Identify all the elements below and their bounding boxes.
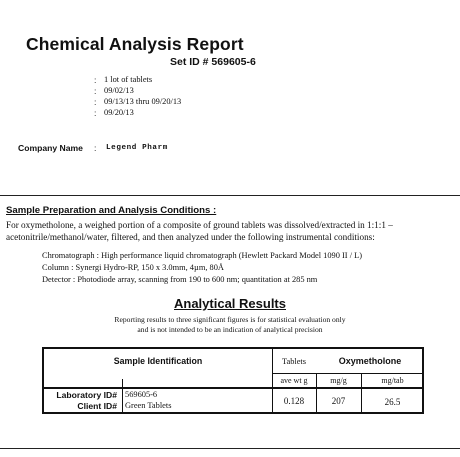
subheader-mg-tab: mg/tab xyxy=(381,376,404,385)
results-table xyxy=(42,347,424,414)
table-divider xyxy=(44,387,424,389)
client-id-label: Client ID# xyxy=(77,401,117,411)
meta-value: 1 lot of tablets xyxy=(104,75,153,84)
header-sample-identification: Sample Identification xyxy=(113,356,203,366)
condition-detector: Detector : Photodiode array, scanning from 190 to 600 nm; quantitation at 285 nm xyxy=(42,275,318,284)
condition-column: Column : Synergi Hydro-RP, 150 x 3.0mm, 4µm, 80Å xyxy=(42,263,224,272)
condition-chromatograph: Chromatograph : High performance liquid chromatograph (Hewlett Packard Model 1090 II / L) xyxy=(42,251,363,260)
section-divider xyxy=(0,195,460,196)
ave-wt-value: 0.128 xyxy=(283,396,305,406)
results-note: and is not intended to be an indication of analytical precision xyxy=(137,325,323,334)
set-id: Set ID # 569605-6 xyxy=(170,56,256,68)
company-name-label: Company Name xyxy=(18,143,83,153)
client-id-value: Green Tablets xyxy=(125,401,172,410)
meta-colon: : xyxy=(94,86,97,96)
report-title: Chemical Analysis Report xyxy=(26,34,244,54)
results-title: Analytical Results xyxy=(174,296,286,311)
meta-value: 09/13/13 thru 09/20/13 xyxy=(104,97,182,106)
meta-value: 09/20/13 xyxy=(104,108,134,117)
table-divider xyxy=(272,373,424,374)
meta-colon: : xyxy=(94,75,97,85)
company-name-value: Legend Pharm xyxy=(106,144,168,152)
header-oxymetholone: Oxymetholone xyxy=(338,356,402,366)
mg-tab-value: 26.5 xyxy=(384,397,401,407)
subheader-mg-g: mg/g xyxy=(330,376,347,385)
results-note: Reporting results to three significant figures is for statistical evaluation only xyxy=(114,315,346,324)
table-divider xyxy=(122,379,123,412)
prep-body-line: acetonitrile/methanol/water, filtered, and then analyzed under the following instrumental conditions: xyxy=(6,232,375,242)
footer-divider xyxy=(0,448,460,449)
meta-colon: : xyxy=(94,97,97,107)
prep-body-line: For oxymetholone, a weighed portion of a composite of ground tablets was dissolved/extracted in 1:1:1 – xyxy=(6,220,393,230)
company-colon: : xyxy=(94,143,97,153)
meta-value: 09/02/13 xyxy=(104,86,134,95)
lab-id-value: 569605-6 xyxy=(125,390,158,399)
mg-g-value: 207 xyxy=(331,396,346,406)
header-tablets: Tablets xyxy=(281,357,307,366)
meta-row-date-reported xyxy=(0,108,300,120)
prep-heading: Sample Preparation and Analysis Conditions : xyxy=(6,205,217,216)
meta-colon: : xyxy=(94,108,97,118)
lab-id-label: Laboratory ID# xyxy=(56,390,117,400)
subheader-ave-wt: ave wt g xyxy=(280,376,308,385)
